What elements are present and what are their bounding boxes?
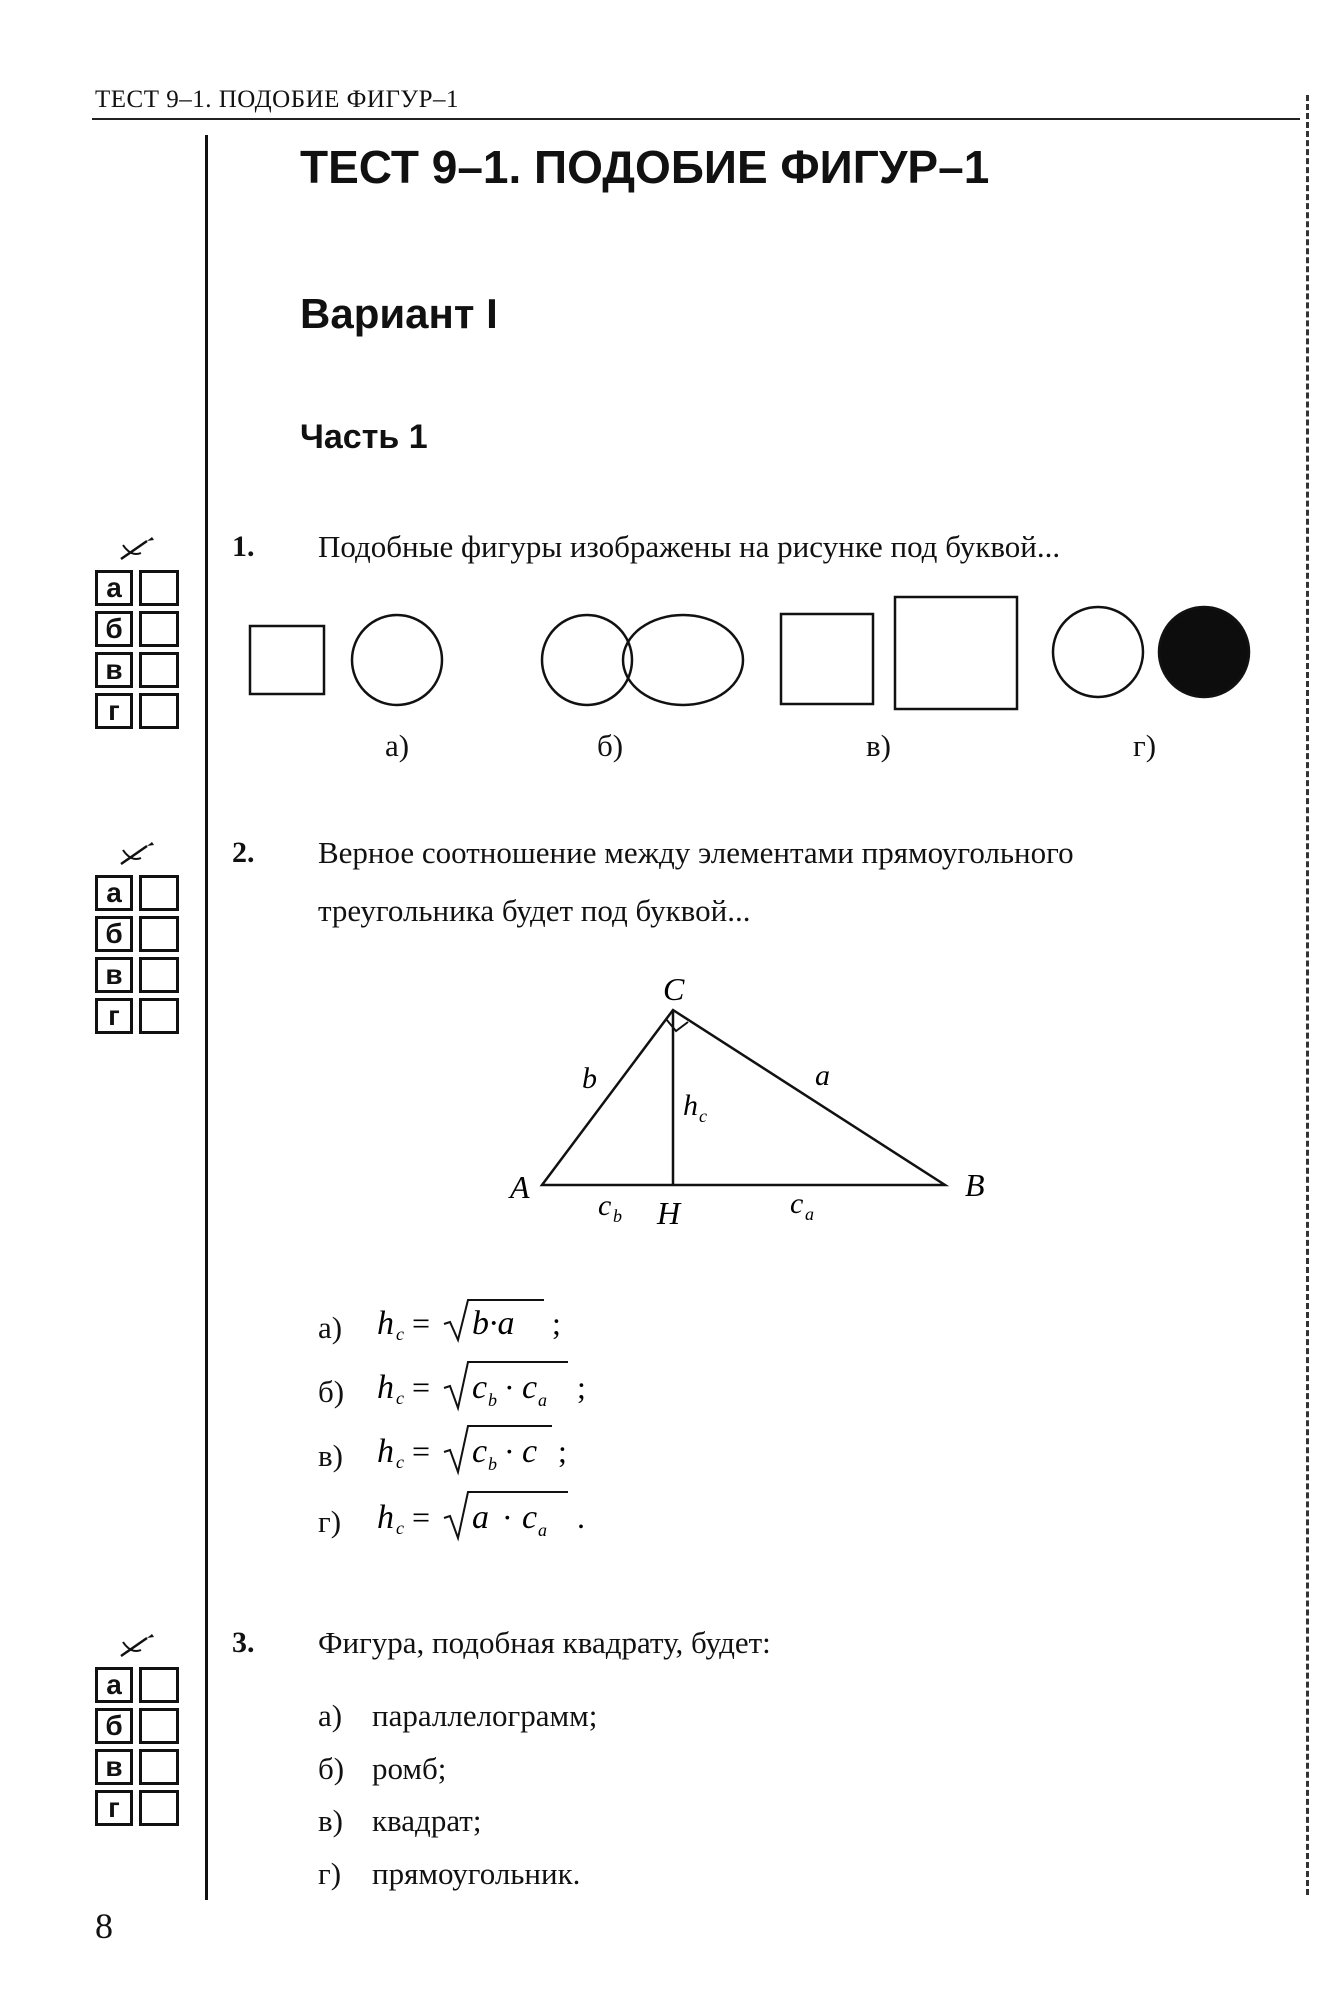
circle-shape [542, 615, 632, 705]
answer-checkbox-q3-v[interactable] [139, 1749, 179, 1785]
square-shape [781, 614, 873, 704]
option-label: в) [318, 1803, 343, 1838]
answer-checkbox-q2-g[interactable] [139, 998, 179, 1034]
circle-shape [1053, 607, 1143, 697]
svg-text:c: c [396, 1324, 404, 1344]
svg-text:c: c [396, 1518, 404, 1538]
answer-checkbox-q2-b[interactable] [139, 916, 179, 952]
question-number: 3. [232, 1626, 255, 1659]
answer-checkbox-q1-a[interactable] [139, 570, 179, 606]
svg-text:h: h [377, 1499, 394, 1536]
figure-label: в) [866, 728, 891, 763]
answer-letter: б [95, 916, 133, 952]
segment-ca: c [790, 1187, 804, 1220]
answer-checkbox-q2-v[interactable] [139, 957, 179, 993]
answer-letter: г [95, 1790, 133, 1826]
answer-checkbox-q1-g[interactable] [139, 693, 179, 729]
question-text: Подобные фигуры изображены на рисунке под буквой... [318, 529, 1061, 564]
question-text-line1: Верное соотношение между элементами прямоугольного [318, 835, 1074, 870]
running-header: ТЕСТ 9–1. ПОДОБИЕ ФИГУР–1 [95, 86, 460, 113]
margin-rule [205, 135, 208, 1900]
formula-option-a [372, 1296, 602, 1346]
header-rule [92, 118, 1300, 120]
answer-letter: б [95, 1708, 133, 1744]
foot-H: H [657, 1195, 681, 1231]
answer-checkbox-q3-b[interactable] [139, 1708, 179, 1744]
answer-grid-q1 [95, 535, 179, 734]
answer-letter: г [95, 693, 133, 729]
cut-line [1306, 95, 1309, 1895]
triangle-shape [542, 1010, 945, 1185]
option-label: а) [318, 1310, 343, 1345]
question-text-line2: треугольника будет под буквой... [318, 893, 751, 928]
formula-option-g [372, 1488, 612, 1544]
altitude-h: h [683, 1089, 698, 1122]
svg-text:=: = [412, 1369, 431, 1405]
answer-letter: г [95, 998, 133, 1034]
answer-letter: в [95, 652, 133, 688]
svg-text:c: c [472, 1433, 488, 1470]
svg-text:=: = [412, 1433, 431, 1469]
vertex-C: C [663, 971, 685, 1007]
filled-circle-shape [1159, 607, 1249, 697]
svg-text:c: c [396, 1388, 404, 1408]
pencil-icon [117, 1632, 157, 1662]
question-number: 2. [232, 836, 255, 869]
option-label: б) [318, 1374, 345, 1409]
option-label: а) [318, 1698, 343, 1733]
vertex-A: A [510, 1169, 530, 1205]
option-text: ромб; [372, 1751, 447, 1786]
figure-label: б) [597, 728, 624, 763]
svg-text:;: ; [552, 1305, 561, 1341]
pencil-icon [117, 535, 157, 565]
part-heading: Часть 1 [300, 418, 428, 456]
vertex-B: B [965, 1167, 985, 1203]
svg-text:a: a [472, 1499, 489, 1536]
circle-shape [352, 615, 442, 705]
segment-ca-sub: a [805, 1204, 814, 1224]
svg-text:h: h [377, 1369, 394, 1406]
option-label: г) [318, 1504, 342, 1539]
svg-text:h: h [377, 1305, 394, 1342]
option-label: г) [318, 1856, 342, 1891]
svg-text:c: c [472, 1369, 488, 1406]
svg-text:a: a [538, 1520, 547, 1540]
page-number: 8 [95, 1906, 113, 1946]
answer-grid-q3 [95, 1632, 179, 1831]
svg-text:b: b [488, 1454, 497, 1474]
option-text: параллелограмм; [372, 1698, 598, 1733]
svg-text:c: c [396, 1452, 404, 1472]
svg-text:=: = [412, 1499, 431, 1535]
answer-checkbox-q1-b[interactable] [139, 611, 179, 647]
ellipse-shape [623, 615, 743, 705]
pencil-icon [117, 840, 157, 870]
svg-text:;: ; [577, 1369, 586, 1405]
answer-letter: б [95, 611, 133, 647]
formula-option-v [372, 1422, 612, 1478]
question-text: Фигура, подобная квадрату, будет: [318, 1625, 771, 1660]
q1-figures [240, 585, 1270, 715]
large-square-shape [895, 597, 1017, 709]
svg-text:a: a [538, 1390, 547, 1410]
page-title: ТЕСТ 9–1. ПОДОБИЕ ФИГУР–1 [300, 141, 990, 193]
answer-checkbox-q2-a[interactable] [139, 875, 179, 911]
answer-checkbox-q1-v[interactable] [139, 652, 179, 688]
segment-cb: c [598, 1189, 612, 1222]
answer-letter: а [95, 570, 133, 606]
answer-checkbox-q3-g[interactable] [139, 1790, 179, 1826]
answer-letter: а [95, 1667, 133, 1703]
small-square-shape [250, 626, 324, 694]
altitude-sub: c [699, 1106, 707, 1126]
formula-option-b [372, 1358, 612, 1414]
option-text: прямоугольник. [372, 1856, 581, 1891]
side-a: a [815, 1059, 830, 1092]
svg-text:c: c [522, 1369, 538, 1406]
side-b: b [582, 1062, 597, 1095]
svg-text:h: h [377, 1433, 394, 1470]
right-triangle-figure [500, 970, 1020, 1240]
svg-text:·: · [504, 1369, 515, 1405]
answer-letter: в [95, 957, 133, 993]
svg-text:b·a: b·a [472, 1305, 515, 1342]
svg-text:;: ; [558, 1433, 567, 1469]
svg-text:=: = [412, 1305, 431, 1341]
svg-text:b: b [488, 1390, 497, 1410]
svg-text:c: c [522, 1433, 538, 1470]
answer-grid-q2 [95, 840, 179, 1039]
option-text: квадрат; [372, 1803, 482, 1838]
answer-letter: в [95, 1749, 133, 1785]
svg-text:·: · [504, 1433, 515, 1469]
figure-label: а) [385, 728, 410, 763]
segment-cb-sub: b [613, 1206, 622, 1226]
answer-checkbox-q3-a[interactable] [139, 1667, 179, 1703]
svg-text:.: . [577, 1499, 585, 1535]
option-label: б) [318, 1751, 345, 1786]
svg-text:·: · [502, 1499, 513, 1535]
question-number: 1. [232, 530, 255, 563]
figure-label: г) [1133, 728, 1157, 763]
answer-letter: а [95, 875, 133, 911]
variant-heading: Вариант I [300, 290, 498, 337]
option-label: в) [318, 1438, 343, 1473]
svg-text:c: c [522, 1499, 538, 1536]
right-angle-mark [666, 1019, 688, 1031]
